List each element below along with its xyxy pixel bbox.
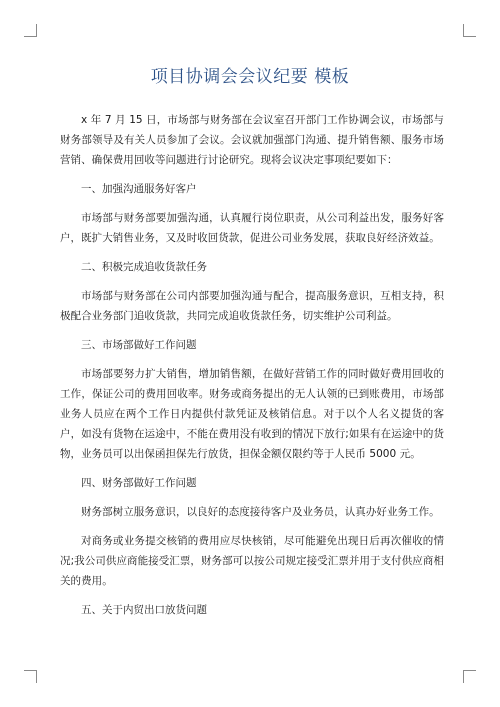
crop-mark-top-right — [463, 24, 476, 37]
section-4-heading: 四、财务部做好工作问题 — [81, 477, 197, 489]
document-body — [60, 110, 444, 629]
section-3-paragraph: 市场部要努力扩大销售，增加销售额，在做好营销工作的同时做好费用回收的工作，保证公司的费用回收率。财务或商务提出的无人认领的已到账费用，市场部业务人员应在两个工作日内提供付款凭证及核销信息。对于以个人名义提货的客户，如没有货物在运途中，不能在费用没有收到的情况下放行;如果有在运途中的货物，业务员可以出保函担保先行放货，担保金额仅限约等于人民币 5000 元。 — [60, 368, 444, 460]
section-1-heading: 一、加强沟通服务好客户 — [81, 183, 197, 195]
crop-mark-bottom-left — [24, 670, 37, 683]
section-2-heading: 二、积极完成追收货款任务 — [81, 261, 207, 273]
section-3-heading: 三、市场部做好工作问题 — [81, 339, 197, 351]
section-2-paragraph: 市场部与财务部在公司内部要加强沟通与配合，提高服务意识，互相支持，积极配合业务部门追收货款，共同完成追收货款任务，切实维护公司利益。 — [60, 290, 444, 322]
crop-mark-top-left — [24, 24, 37, 37]
section-1-paragraph: 市场部与财务部要加强沟通，认真履行岗位职责，从公司利益出发，服务好客户，既扩大销售业务，又及时收回货款，促进公司业务发展，获取良好经济效益。 — [60, 212, 444, 244]
section-5-heading: 五、关于内贸出口放货问题 — [81, 604, 207, 616]
section-4-paragraph-2: 对商务或业务提交核销的费用应尽快核销，尽可能避免出现日后再次催收的情况;我公司供应商能接受汇票，财务部可以按公司规定接受汇票并用于支付供应商相关的费用。 — [60, 535, 444, 587]
intro-paragraph: x 年 7 月 15 日，市场部与财务部在会议室召开部门工作协调会议，市场部与财务部领导及有关人员参加了会议。会议就加强部门沟通、提升销售额、服务市场营销、确保费用回收等问题进行讨论研究。现将会议决定事项纪要如下： — [60, 114, 444, 166]
crop-mark-bottom-right — [463, 670, 476, 683]
document-title: 项目协调会会议纪要 模板 — [150, 67, 350, 87]
section-4-paragraph-1: 财务部树立服务意识，以良好的态度接待客户及业务员，认真办好业务工作。 — [81, 506, 440, 518]
